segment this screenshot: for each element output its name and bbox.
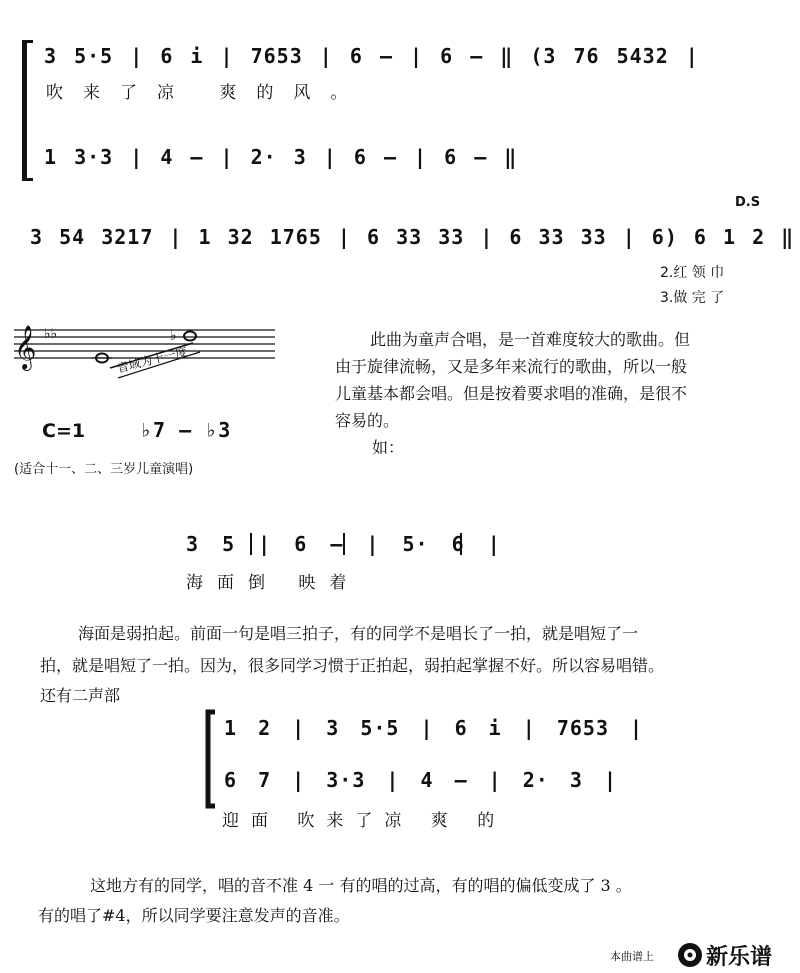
example2-upper: 1 2 | 3 5·5 | 6 i | 7653 | [224,716,644,740]
example1-lyrics: 海面倒 映着 [186,573,361,593]
example1-notes: 3 5 | 6 — | 5· 6 | [186,532,501,556]
example2-lyrics: 迎面 吹来了凉 爽 的 [222,811,507,831]
footer-brand[interactable]: 新乐谱 [706,945,773,970]
example2-lower: 6 7 | 3·3 | 4 — | 2· 3 | [224,768,617,792]
para2-line-1: 海面是弱拍起。前面一句是唱三拍子，有的同学不是唱长了一拍，就是唱短了一 [78,624,639,643]
footer-prefix: 本曲谱上 [610,950,654,963]
score1-harmony: 1 3·3 | 4 — | 2· 3 | 6 — | 6 — ‖ [44,145,518,169]
score1-melody: 3 5·5 | 6 i | 7653 | 6 — | 6 — ‖ (3 76 5432 | [44,44,699,68]
para3-line-2: 有的唱了#4，所以同学要注意发声的音准。 [38,906,350,925]
intro-line-2: 由于旋律流畅，又是多年来流行的歌曲，所以一般 [335,357,688,376]
range-label: 音域为十一度 [115,344,189,376]
intro-line-5: 如： [372,438,405,457]
score1-lyrics: 吹来了凉 爽的风。 [46,83,368,103]
intro-line-3: 儿童基本都会唱。但是按着要求唱的准确，是很不 [335,384,688,403]
range-notes: ♭7 — ♭3 [140,418,232,442]
intro-line-1: 此曲为童声合唱，是一首难度较大的歌曲。但 [370,330,691,349]
verse3-label: 3.做 完 了 [660,290,725,306]
key-signature: C=1 [42,420,86,442]
para3-line-1: 这地方有的同学，唱的音不准 4 一 有的唱的过高，有的唱的偏低变成了 3 。 [90,876,632,895]
verse2-label: 2.红 领 巾 [660,265,725,281]
svg-text:𝄞: 𝄞 [14,325,37,369]
para2-line-3: 还有二声部 [40,686,121,705]
svg-text:♭♭: ♭♭ [44,326,58,342]
suitable-note: (适合十一、二、三岁儿童演唱) [14,462,194,477]
intro-line-4: 容易的。 [335,411,400,430]
footer-logo-icon [678,943,702,967]
score2-line: 3 54 3217 | 1 32 1765 | 6 33 33 | 6 33 33 | 6) 6 1 2 ‖ [30,225,795,249]
svg-text:♭: ♭ [170,328,177,344]
para2-line-2: 拍，就是唱短了一拍。因为，很多同学习惯于正拍起，弱拍起掌握不好。所以容易唱错。 [40,656,665,675]
ds-mark: D.S [735,195,761,210]
